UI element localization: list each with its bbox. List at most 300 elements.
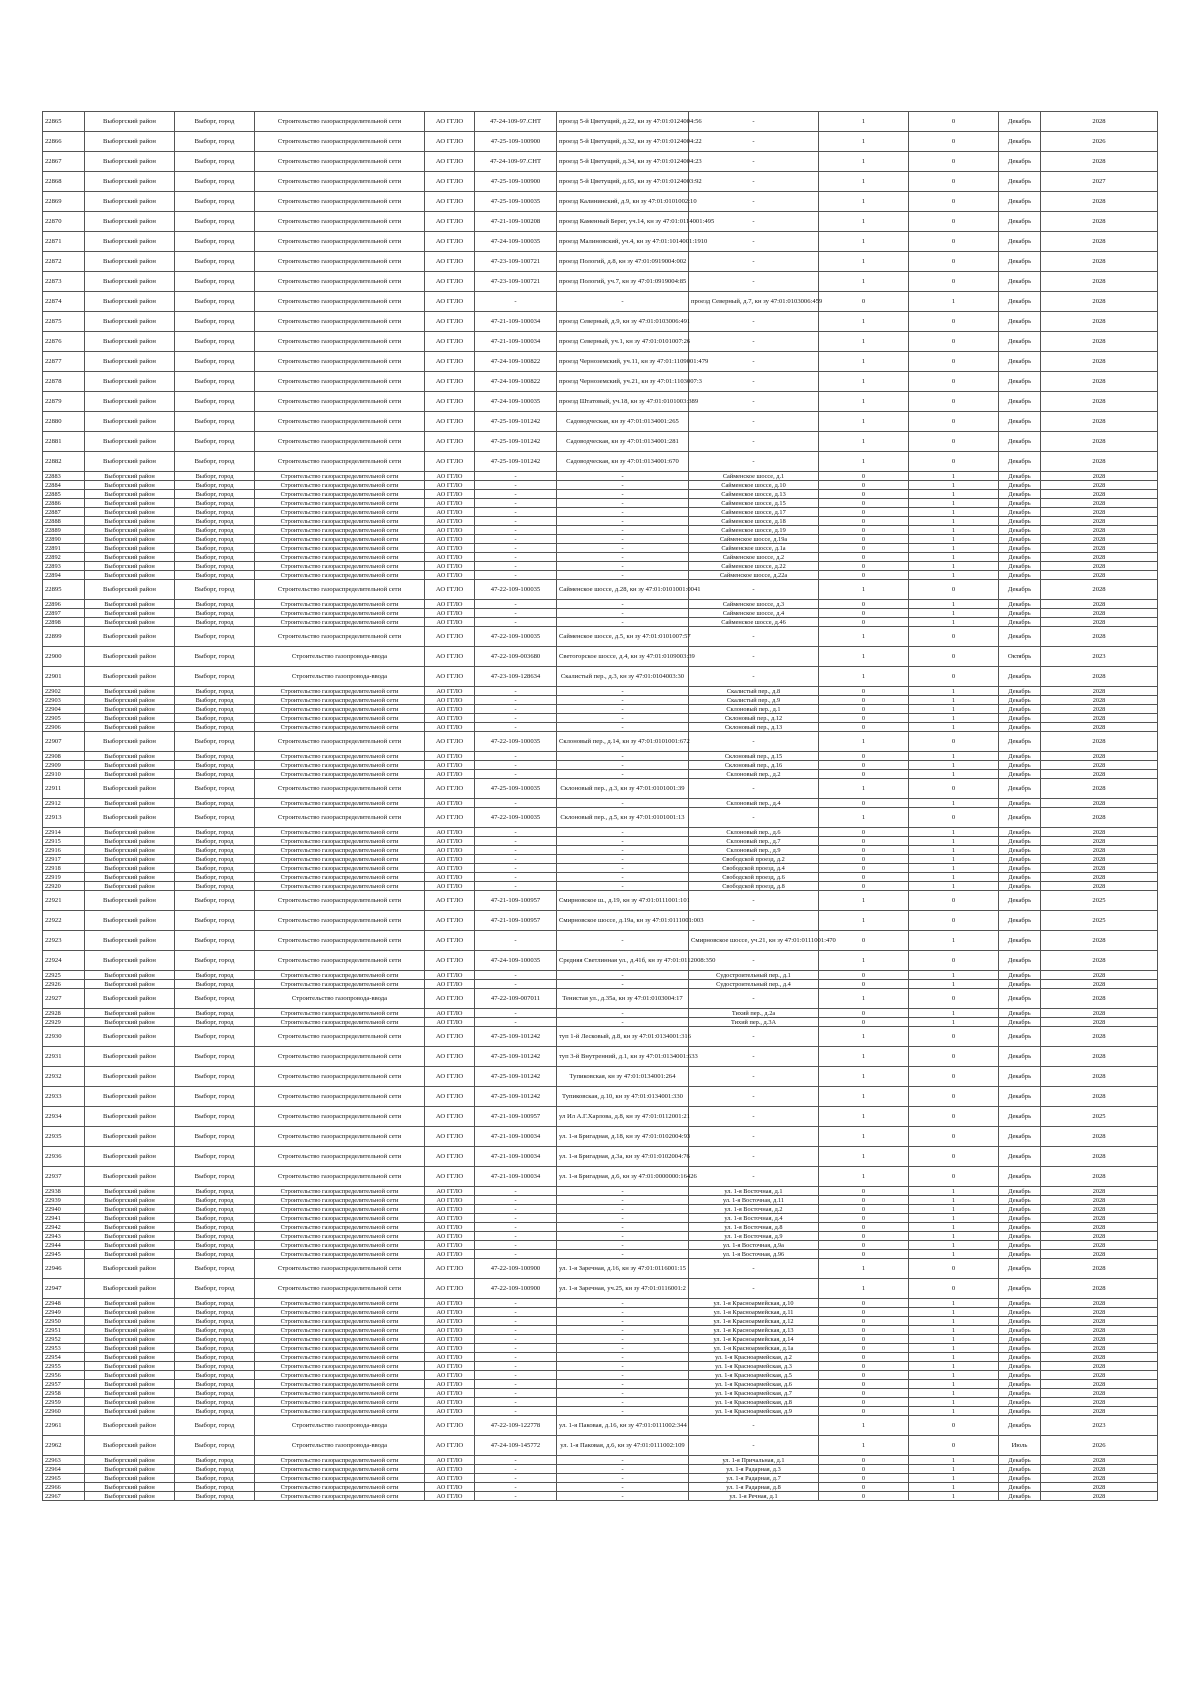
organization-cell: АО ГГЛО [425, 951, 475, 971]
locality-cell: Выборг, город [175, 292, 255, 312]
locality-cell: Выборг, город [175, 891, 255, 911]
application-number-cell: - [475, 1380, 557, 1389]
locality-cell: Выборг, город [175, 980, 255, 989]
cadastral-address-cell: - [557, 1344, 689, 1353]
year-cell: 2028 [1041, 667, 1158, 687]
cadastral-address-cell: проезд 5-й Цветущий, д.65, кн зу 47:01:0124003:92 [557, 172, 689, 192]
address-cell: Скалистый пер., д.8 [689, 687, 819, 696]
work-type-cell: Строительство газораспределительной сети [255, 911, 425, 931]
flag-cell-b: 1 [909, 1214, 999, 1223]
flag-cell-a: 0 [819, 499, 909, 508]
cadastral-address-cell: - [557, 1389, 689, 1398]
table-row [43, 855, 1158, 864]
address-cell: - [689, 152, 819, 172]
work-type-cell: Строительство газораспределительной сети [255, 1279, 425, 1299]
month-cell: Декабрь [999, 864, 1041, 873]
locality-cell: Выборг, город [175, 855, 255, 864]
work-type-cell: Строительство газораспределительной сети [255, 1353, 425, 1362]
locality-cell: Выборг, город [175, 392, 255, 412]
month-cell: Декабрь [999, 490, 1041, 499]
district-cell: Выборгский район [85, 1456, 175, 1465]
district-cell: Выборгский район [85, 332, 175, 352]
year-cell: 2028 [1041, 1456, 1158, 1465]
locality-cell: Выборг, город [175, 412, 255, 432]
district-cell: Выборгский район [85, 535, 175, 544]
month-cell: Декабрь [999, 667, 1041, 687]
flag-cell-b: 1 [909, 1250, 999, 1259]
flag-cell-a: 0 [819, 544, 909, 553]
district-cell: Выборгский район [85, 392, 175, 412]
application-number-cell: - [475, 714, 557, 723]
organization-cell: АО ГГЛО [425, 580, 475, 600]
row-number: 22944 [43, 1241, 85, 1250]
locality-cell: Выборг, город [175, 1389, 255, 1398]
district-cell: Выборгский район [85, 891, 175, 911]
locality-cell: Выборг, город [175, 352, 255, 372]
cadastral-address-cell: - [557, 535, 689, 544]
table-row [43, 714, 1158, 723]
flag-cell-b: 1 [909, 517, 999, 526]
locality-cell: Выборг, город [175, 761, 255, 770]
flag-cell-b: 0 [909, 989, 999, 1009]
table-row [43, 705, 1158, 714]
flag-cell-a: 0 [819, 481, 909, 490]
flag-cell-a: 0 [819, 1465, 909, 1474]
organization-cell: АО ГГЛО [425, 372, 475, 392]
district-cell: Выборгский район [85, 761, 175, 770]
locality-cell: Выборг, город [175, 846, 255, 855]
table-row [43, 1232, 1158, 1241]
table-row [43, 432, 1158, 452]
application-number-cell: - [475, 1344, 557, 1353]
flag-cell-b: 1 [909, 980, 999, 989]
flag-cell-b: 0 [909, 808, 999, 828]
work-type-cell: Строительство газораспределительной сети [255, 172, 425, 192]
work-type-cell: Строительство газораспределительной сети [255, 372, 425, 392]
work-type-cell: Строительство газораспределительной сети [255, 1107, 425, 1127]
address-cell: Склоновый пер., д.7 [689, 837, 819, 846]
year-cell: 2028 [1041, 600, 1158, 609]
district-cell: Выборгский район [85, 372, 175, 392]
cadastral-address-cell: ул. 1-я Паковая, д.6, кн зу 47:01:0111002:109 [557, 1436, 689, 1456]
flag-cell-b: 1 [909, 1187, 999, 1196]
table-row [43, 481, 1158, 490]
table-row [43, 873, 1158, 882]
table-row [43, 1047, 1158, 1067]
year-cell: 2028 [1041, 627, 1158, 647]
district-cell: Выборгский район [85, 1465, 175, 1474]
address-cell: ул. 1-я Радарная, д.7 [689, 1474, 819, 1483]
year-cell: 2028 [1041, 951, 1158, 971]
month-cell: Декабрь [999, 1167, 1041, 1187]
month-cell: Декабрь [999, 1067, 1041, 1087]
month-cell: Декабрь [999, 1047, 1041, 1067]
flag-cell-b: 1 [909, 526, 999, 535]
locality-cell: Выборг, город [175, 1223, 255, 1232]
year-cell: 2028 [1041, 1371, 1158, 1380]
flag-cell-a: 0 [819, 770, 909, 779]
row-number: 22879 [43, 392, 85, 412]
application-number-cell: - [475, 1009, 557, 1018]
work-type-cell: Строительство газораспределительной сети [255, 696, 425, 705]
row-number: 22916 [43, 846, 85, 855]
district-cell: Выборгский район [85, 292, 175, 312]
year-cell: 2028 [1041, 1389, 1158, 1398]
district-cell: Выборгский район [85, 1027, 175, 1047]
work-type-cell: Строительство газораспределительной сети [255, 732, 425, 752]
district-cell: Выборгский район [85, 1067, 175, 1087]
flag-cell-b: 1 [909, 931, 999, 951]
locality-cell: Выборг, город [175, 481, 255, 490]
month-cell: Декабрь [999, 1196, 1041, 1205]
address-cell: - [689, 132, 819, 152]
table-row [43, 1279, 1158, 1299]
address-cell: Сайменское шоссе, д.17 [689, 508, 819, 517]
organization-cell: АО ГГЛО [425, 873, 475, 882]
application-number-cell: - [475, 846, 557, 855]
row-number: 22961 [43, 1416, 85, 1436]
year-cell: 2028 [1041, 732, 1158, 752]
flag-cell-a: 0 [819, 687, 909, 696]
month-cell: Декабрь [999, 609, 1041, 618]
district-cell: Выборгский район [85, 1232, 175, 1241]
district-cell: Выборгский район [85, 1389, 175, 1398]
cadastral-address-cell: ул. 1-я Бригадная, д.18, кн зу 47:01:0102004:93 [557, 1127, 689, 1147]
cadastral-address-cell: туп 3-й Внутренний, д.1, кн зу 47:01:0134001:633 [557, 1047, 689, 1067]
table-row [43, 911, 1158, 931]
month-cell: Декабрь [999, 1474, 1041, 1483]
district-cell: Выборгский район [85, 723, 175, 732]
month-cell: Декабрь [999, 618, 1041, 627]
address-cell: ул. 1-я Красноармейская, д.6 [689, 1380, 819, 1389]
year-cell: 2028 [1041, 1167, 1158, 1187]
work-type-cell: Строительство газораспределительной сети [255, 1009, 425, 1018]
row-number: 22920 [43, 882, 85, 891]
locality-cell: Выборг, город [175, 553, 255, 562]
flag-cell-a: 1 [819, 1067, 909, 1087]
table-row [43, 292, 1158, 312]
year-cell: 2028 [1041, 714, 1158, 723]
row-number: 22899 [43, 627, 85, 647]
table-row [43, 562, 1158, 571]
year-cell: 2028 [1041, 1380, 1158, 1389]
year-cell: 2028 [1041, 989, 1158, 1009]
row-number: 22951 [43, 1326, 85, 1335]
address-cell: - [689, 1436, 819, 1456]
flag-cell-a: 0 [819, 1474, 909, 1483]
row-number: 22919 [43, 873, 85, 882]
district-cell: Выборгский район [85, 1299, 175, 1308]
address-cell: Скалистый пер., д.9 [689, 696, 819, 705]
month-cell: Декабрь [999, 1335, 1041, 1344]
organization-cell: АО ГГЛО [425, 1147, 475, 1167]
application-number-cell: - [475, 1465, 557, 1474]
application-number-cell: - [475, 1018, 557, 1027]
work-type-cell: Строительство газораспределительной сети [255, 873, 425, 882]
locality-cell: Выборг, город [175, 172, 255, 192]
district-cell: Выборгский район [85, 432, 175, 452]
address-cell: ул. 1-я Речная, д.1 [689, 1492, 819, 1501]
district-cell: Выборгский район [85, 412, 175, 432]
address-cell: - [689, 1067, 819, 1087]
work-type-cell: Строительство газораспределительной сети [255, 571, 425, 580]
year-cell: 2028 [1041, 1009, 1158, 1018]
work-type-cell: Строительство газораспределительной сети [255, 1214, 425, 1223]
district-cell: Выборгский район [85, 452, 175, 472]
address-cell: Сайменское шоссе, д.18 [689, 517, 819, 526]
work-type-cell: Строительство газораспределительной сети [255, 332, 425, 352]
district-cell: Выборгский район [85, 112, 175, 132]
month-cell: Декабрь [999, 1299, 1041, 1308]
locality-cell: Выборг, город [175, 1465, 255, 1474]
application-number-cell: - [475, 980, 557, 989]
organization-cell: АО ГГЛО [425, 1456, 475, 1465]
application-number-cell: - [475, 1308, 557, 1317]
application-number-cell: 47-21-109-100957 [475, 911, 557, 931]
year-cell: 2028 [1041, 770, 1158, 779]
locality-cell: Выборг, город [175, 873, 255, 882]
locality-cell: Выборг, город [175, 1335, 255, 1344]
address-cell: - [689, 192, 819, 212]
month-cell: Декабрь [999, 951, 1041, 971]
flag-cell-b: 1 [909, 1335, 999, 1344]
row-number: 22889 [43, 526, 85, 535]
district-cell: Выборгский район [85, 931, 175, 951]
row-number: 22885 [43, 490, 85, 499]
year-cell: 2028 [1041, 752, 1158, 761]
application-number-cell: - [475, 1299, 557, 1308]
row-number: 22947 [43, 1279, 85, 1299]
cadastral-address-cell: проезд 5-й Цветущий, д.22, кн зу 47:01:0124004:56 [557, 112, 689, 132]
locality-cell: Выборг, город [175, 931, 255, 951]
flag-cell-b: 1 [909, 1009, 999, 1018]
cadastral-address-cell: - [557, 1492, 689, 1501]
application-number-cell: 47-24-109-100035 [475, 392, 557, 412]
table-row [43, 627, 1158, 647]
locality-cell: Выборг, город [175, 432, 255, 452]
application-number-cell: - [475, 1223, 557, 1232]
locality-cell: Выборг, город [175, 272, 255, 292]
address-cell: Смирновское шоссе, уч.21, кн зу 47:01:0111001:470 [689, 931, 819, 951]
flag-cell-b: 1 [909, 1353, 999, 1362]
row-number: 22868 [43, 172, 85, 192]
cadastral-address-cell: - [557, 855, 689, 864]
organization-cell: АО ГГЛО [425, 779, 475, 799]
flag-cell-a: 0 [819, 1483, 909, 1492]
district-cell: Выборгский район [85, 580, 175, 600]
flag-cell-a: 0 [819, 1308, 909, 1317]
year-cell: 2028 [1041, 1353, 1158, 1362]
address-cell: ул. 1-я Красноармейская, д.5 [689, 1371, 819, 1380]
organization-cell: АО ГГЛО [425, 312, 475, 332]
work-type-cell: Строительство газораспределительной сети [255, 752, 425, 761]
organization-cell: АО ГГЛО [425, 864, 475, 873]
flag-cell-a: 0 [819, 1223, 909, 1232]
district-cell: Выборгский район [85, 1223, 175, 1232]
application-number-cell: - [475, 1335, 557, 1344]
year-cell: 2028 [1041, 687, 1158, 696]
locality-cell: Выборг, город [175, 535, 255, 544]
year-cell: 2028 [1041, 761, 1158, 770]
year-cell: 2028 [1041, 1018, 1158, 1027]
application-number-cell: 47-21-109-100034 [475, 1167, 557, 1187]
year-cell: 2028 [1041, 882, 1158, 891]
address-cell: - [689, 1107, 819, 1127]
cadastral-address-cell: проезд Пологий, уч.7, кн зу 47:01:0919004:85 [557, 272, 689, 292]
organization-cell: АО ГГЛО [425, 1474, 475, 1483]
row-number: 22939 [43, 1196, 85, 1205]
flag-cell-a: 0 [819, 873, 909, 882]
year-cell: 2028 [1041, 855, 1158, 864]
work-type-cell: Строительство газораспределительной сети [255, 553, 425, 562]
table-row [43, 600, 1158, 609]
row-number: 22965 [43, 1474, 85, 1483]
district-cell: Выборгский район [85, 1167, 175, 1187]
locality-cell: Выборг, город [175, 152, 255, 172]
locality-cell: Выборг, город [175, 600, 255, 609]
application-number-cell: - [475, 705, 557, 714]
organization-cell: АО ГГЛО [425, 392, 475, 412]
work-type-cell: Строительство газораспределительной сети [255, 1344, 425, 1353]
work-type-cell: Строительство газораспределительной сети [255, 761, 425, 770]
organization-cell: АО ГГЛО [425, 1317, 475, 1326]
address-cell: Сайменское шоссе, д.22 [689, 562, 819, 571]
month-cell: Декабрь [999, 1326, 1041, 1335]
row-number: 22954 [43, 1353, 85, 1362]
flag-cell-a: 1 [819, 1027, 909, 1047]
application-number-cell: 47-22-109-100035 [475, 732, 557, 752]
work-type-cell: Строительство газораспределительной сети [255, 627, 425, 647]
locality-cell: Выборг, город [175, 1067, 255, 1087]
cadastral-address-cell: ул. 1-я Бригадная, д.6, кн зу 47:01:0000000:16426 [557, 1167, 689, 1187]
flag-cell-a: 0 [819, 723, 909, 732]
flag-cell-b: 1 [909, 1456, 999, 1465]
flag-cell-a: 0 [819, 828, 909, 837]
work-type-cell: Строительство газораспределительной сети [255, 1259, 425, 1279]
flag-cell-b: 1 [909, 1344, 999, 1353]
year-cell: 2028 [1041, 1147, 1158, 1167]
flag-cell-b: 0 [909, 452, 999, 472]
address-cell: Склоновый пер., д.13 [689, 723, 819, 732]
year-cell: 2028 [1041, 292, 1158, 312]
address-cell: Судостроительный пер., д.1 [689, 971, 819, 980]
cadastral-address-cell: - [557, 752, 689, 761]
table-row [43, 580, 1158, 600]
application-number-cell: - [475, 600, 557, 609]
cadastral-address-cell: проезд Малиновский, уч.4, кн зу 47:01:1014001:1910 [557, 232, 689, 252]
district-cell: Выборгский район [85, 1380, 175, 1389]
month-cell: Декабрь [999, 132, 1041, 152]
work-type-cell: Строительство газопровода-ввода [255, 989, 425, 1009]
table-body [43, 112, 1158, 1501]
row-number: 22937 [43, 1167, 85, 1187]
flag-cell-a: 0 [819, 1299, 909, 1308]
month-cell: Декабрь [999, 562, 1041, 571]
application-number-cell: 47-22-109-003680 [475, 647, 557, 667]
address-cell: - [689, 1127, 819, 1147]
work-type-cell: Строительство газораспределительной сети [255, 1087, 425, 1107]
year-cell: 2028 [1041, 1205, 1158, 1214]
table-row [43, 752, 1158, 761]
work-type-cell: Строительство газораспределительной сети [255, 980, 425, 989]
flag-cell-b: 0 [909, 891, 999, 911]
district-cell: Выборгский район [85, 1474, 175, 1483]
flag-cell-a: 0 [819, 1196, 909, 1205]
organization-cell: АО ГГЛО [425, 732, 475, 752]
cadastral-address-cell: Садоводческая, кн зу 47:01:0134001:670 [557, 452, 689, 472]
flag-cell-b: 1 [909, 1326, 999, 1335]
row-number: 22940 [43, 1205, 85, 1214]
work-type-cell: Строительство газораспределительной сети [255, 412, 425, 432]
flag-cell-a: 0 [819, 1353, 909, 1362]
cadastral-address-cell: ул. 1-я Паковая, д.16, кн зу 47:01:0111002:344 [557, 1416, 689, 1436]
table-row [43, 696, 1158, 705]
address-cell: Свободской проезд, д.2 [689, 855, 819, 864]
address-cell: Сайменское шоссе, д.22а [689, 571, 819, 580]
flag-cell-a: 1 [819, 192, 909, 212]
application-number-cell: - [475, 481, 557, 490]
address-cell: проезд Северный, д.7, кн зу 47:01:0103006:459 [689, 292, 819, 312]
table-row [43, 1416, 1158, 1436]
month-cell: Октябрь [999, 647, 1041, 667]
row-number: 22876 [43, 332, 85, 352]
cadastral-address-cell: проезд Пологий, д.8, кн зу 47:01:0919004:002 [557, 252, 689, 272]
application-number-cell: - [475, 1317, 557, 1326]
district-cell: Выборгский район [85, 1214, 175, 1223]
application-number-cell: 47-25-109-100900 [475, 172, 557, 192]
table-row [43, 1214, 1158, 1223]
application-number-cell: - [475, 526, 557, 535]
cadastral-address-cell: - [557, 882, 689, 891]
organization-cell: АО ГГЛО [425, 1187, 475, 1196]
table-row [43, 1398, 1158, 1407]
year-cell: 2028 [1041, 332, 1158, 352]
row-number: 22907 [43, 732, 85, 752]
locality-cell: Выборг, город [175, 911, 255, 931]
address-cell: Сайменское шоссе, д.4 [689, 609, 819, 618]
application-number-cell: 47-25-109-101242 [475, 1047, 557, 1067]
flag-cell-a: 0 [819, 1362, 909, 1371]
month-cell: Декабрь [999, 232, 1041, 252]
flag-cell-a: 1 [819, 627, 909, 647]
table-row [43, 687, 1158, 696]
year-cell: 2028 [1041, 828, 1158, 837]
locality-cell: Выборг, город [175, 609, 255, 618]
row-number: 22893 [43, 562, 85, 571]
row-number: 22896 [43, 600, 85, 609]
work-type-cell: Строительство газораспределительной сети [255, 1147, 425, 1167]
work-type-cell: Строительство газораспределительной сети [255, 864, 425, 873]
month-cell: Декабрь [999, 1232, 1041, 1241]
year-cell: 2028 [1041, 1027, 1158, 1047]
flag-cell-a: 1 [819, 1416, 909, 1436]
district-cell: Выборгский район [85, 873, 175, 882]
flag-cell-b: 1 [909, 837, 999, 846]
flag-cell-a: 0 [819, 1456, 909, 1465]
row-number: 22964 [43, 1465, 85, 1474]
address-cell: ул. 1-я Причальная, д.1 [689, 1456, 819, 1465]
year-cell: 2028 [1041, 526, 1158, 535]
row-number: 22913 [43, 808, 85, 828]
table-row [43, 1187, 1158, 1196]
flag-cell-b: 1 [909, 490, 999, 499]
table-row [43, 1259, 1158, 1279]
flag-cell-b: 1 [909, 1018, 999, 1027]
year-cell: 2028 [1041, 1087, 1158, 1107]
row-number: 22927 [43, 989, 85, 1009]
cadastral-address-cell: Средняя Светлинная ул., д.41б, кн зу 47:01:0112008:350 [557, 951, 689, 971]
district-cell: Выборгский район [85, 132, 175, 152]
